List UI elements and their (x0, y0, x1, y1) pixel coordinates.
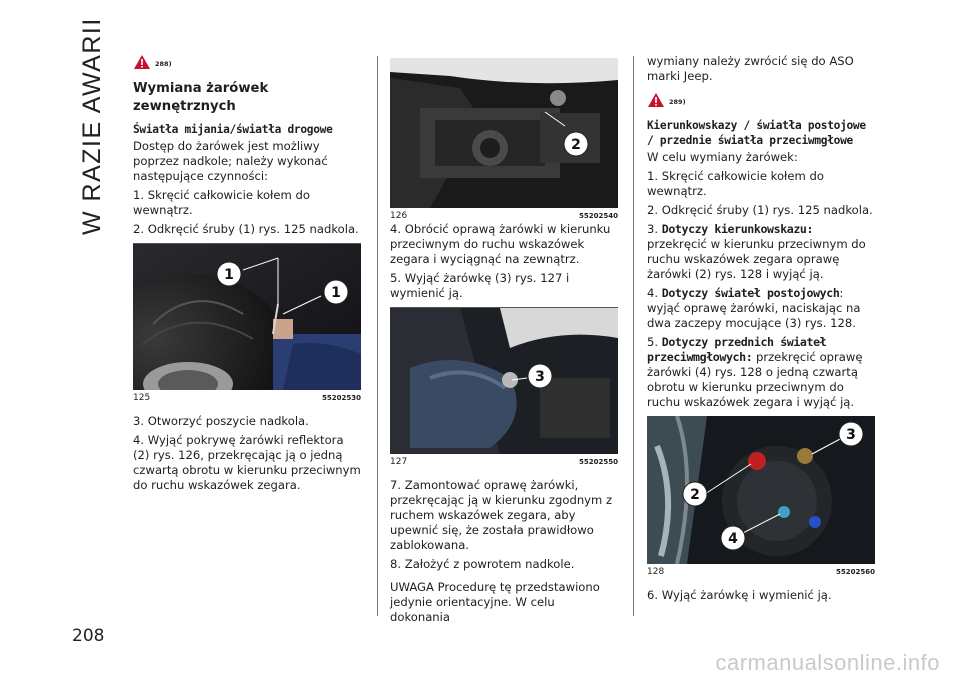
warning-reference: 289) (669, 98, 686, 106)
figure-number: 126 (390, 211, 408, 221)
figure-126 (390, 58, 618, 222)
intro-text: W celu wymiany żarówek: (647, 150, 798, 164)
warning-note (133, 54, 361, 76)
wheel-arch-photo (133, 244, 361, 390)
step-3: 3. Dotyczy kierunkowskazu: przekręcić w kierunku przeciwnym do ruchu wskazówek zegara oprawę żarówki (2) rys. 128 i wyjąć ją. (647, 222, 866, 281)
figure-code: 55202540 (579, 212, 618, 220)
callout-label: 2 (571, 137, 581, 153)
step-6: 6. Wyjąć żarówkę i wymienić ją. (647, 588, 832, 602)
warning-reference: 288) (155, 60, 172, 68)
step-4-label: Dotyczy świateł postojowych (661, 286, 840, 300)
section-heading: Wymiana żarówek zewnętrznych (133, 81, 269, 114)
figure-number: 125 (133, 393, 151, 403)
figure-caption (647, 566, 875, 578)
subsection-heading: Światła mijania/światła drogowe (133, 123, 333, 136)
step-3-label: Dotyczy kierunkowskazu: (661, 222, 814, 236)
step-1: 1. Skręcić całkowicie kołem do wewnątrz. (133, 188, 310, 217)
column-3 (647, 54, 875, 607)
figure-code: 55202560 (836, 568, 875, 576)
warning-triangle-icon (647, 92, 665, 108)
step-5-label: Dotyczy przednich świateł przeciwmgłowych: (647, 335, 827, 364)
intro-text: Dostęp do żarówek jest możliwy poprzez nadkole; należy wykonać następujące czynności: (133, 139, 328, 183)
watermark: carmanualsonline.info (715, 650, 940, 675)
step-2: 2. Odkręcić śruby (1) rys. 125 nadkola. (133, 222, 359, 236)
note: UWAGA Procedurę tę przedstawiono jedynie orientacyjne. W celu dokonania (390, 580, 600, 624)
step-5: 5. Dotyczy przednich świateł przeciwmgłowych: przekręcić oprawę żarówki (4) rys. 128 o jedną czwartą obrotu w kierunku przeciwnym do ruchu wskazówek zegara i wyjąć ją. (647, 335, 863, 409)
step-7: 7. Zamontować oprawę żarówki, przekręcając ją w kierunku zgodnym z ruchem wskazówek zegara, aby upewnić się, że została prawidłowo zablokowana. (390, 478, 613, 552)
subsection-heading: Kierunkowskazy / światła postojowe / przednie światła przeciwmgłowe (647, 119, 866, 147)
callout-label: 3 (535, 369, 545, 385)
figure-128 (647, 416, 875, 578)
column-1 (133, 54, 361, 497)
callout-label: 1 (331, 285, 341, 301)
step-2: 2. Odkręcić śruby (1) rys. 125 nadkola. (647, 203, 873, 217)
headlamp-rear-photo (390, 58, 618, 208)
continued-text: wymiany należy zwrócić się do ASO marki Jeep. (647, 54, 854, 83)
figure-code: 55202530 (322, 394, 361, 402)
callout-label: 1 (224, 267, 234, 283)
figure-127 (390, 307, 618, 468)
figure-number: 128 (647, 567, 665, 577)
step-8: 8. Założyć z powrotem nadkole. (390, 557, 575, 571)
fog-lamp-photo (647, 416, 875, 564)
figure-caption (133, 392, 361, 404)
page-number: 208 (72, 626, 105, 646)
warning-note (647, 92, 875, 114)
figure-caption (390, 210, 618, 222)
figure-number: 127 (390, 457, 408, 467)
chapter-title: W RAZIE AWARII (78, 17, 106, 235)
column-divider (633, 56, 634, 616)
callout-label: 2 (690, 487, 700, 503)
figure-code: 55202550 (579, 458, 618, 466)
step-3: 3. Otworzyć poszycie nadkola. (133, 414, 309, 428)
step-1: 1. Skręcić całkowicie kołem do wewnątrz. (647, 169, 824, 198)
step-4: 4. Wyjąć pokrywę żarówki reflektora (2) rys. 126, przekręcając ją o jedną czwartą obrotu w kierunku przeciwnym do ruchu wskazówek zegara. (133, 433, 361, 492)
callout-label: 4 (728, 531, 738, 547)
step-4: 4. Dotyczy świateł postojowych: wyjąć oprawę żarówki, naciskając na dwa zaczepy mocujące (3) rys. 128. (647, 286, 861, 330)
figure-caption (390, 456, 618, 468)
column-2 (390, 58, 618, 629)
bulb-removal-photo (390, 308, 618, 454)
column-divider (377, 56, 378, 616)
callout-label: 3 (846, 427, 856, 443)
step-5: 5. Wyjąć żarówkę (3) rys. 127 i wymienić ją. (390, 271, 570, 300)
warning-triangle-icon (133, 54, 151, 70)
figure-125 (133, 243, 361, 404)
step-4b: 4. Obrócić oprawą żarówki w kierunku przeciwnym do ruchu wskazówek zegara i wyciągnąć na zewnątrz. (390, 222, 611, 266)
